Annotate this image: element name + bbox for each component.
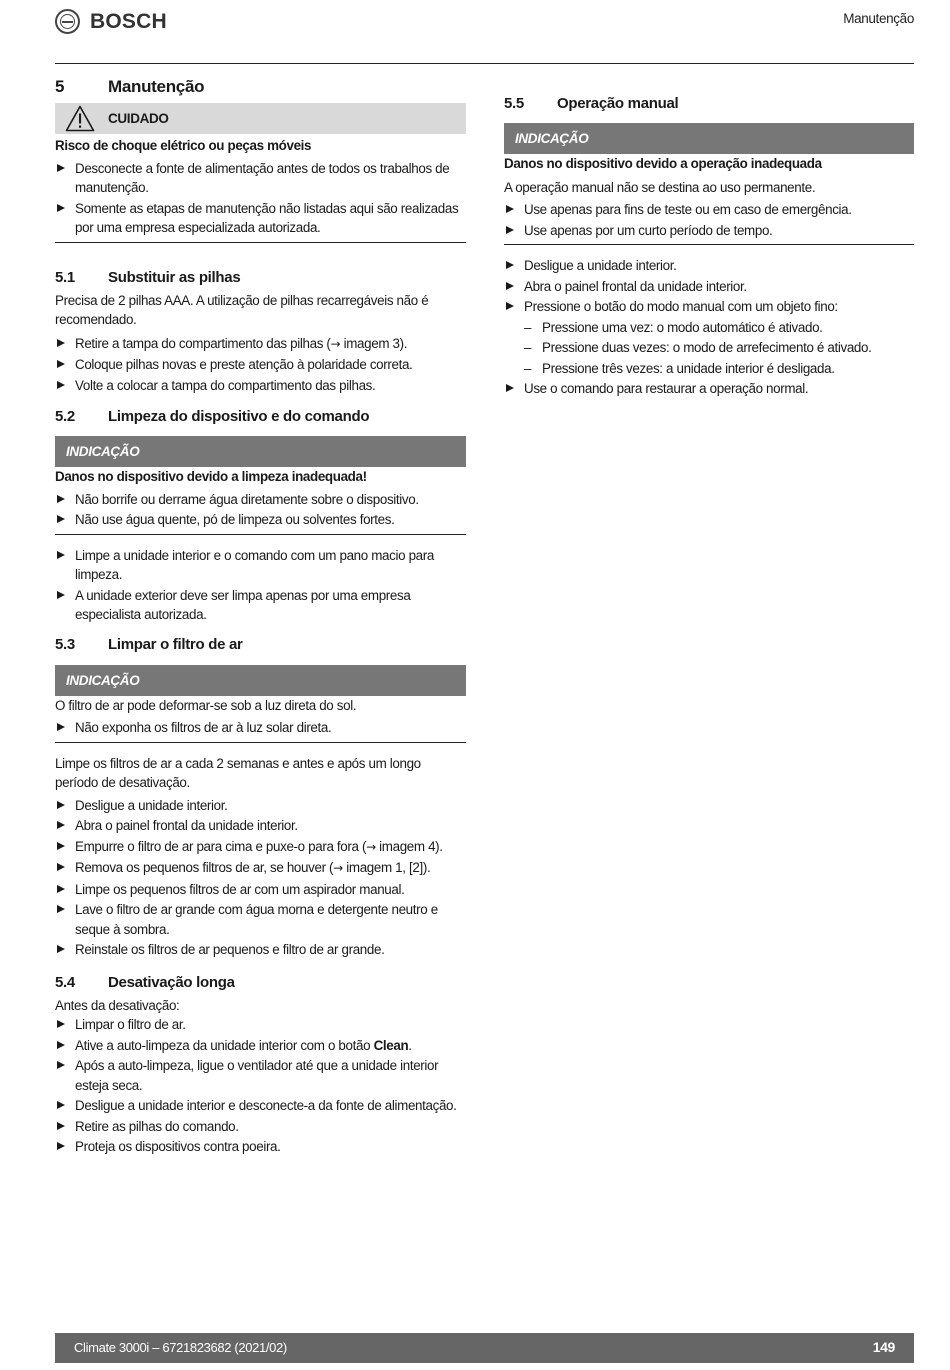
section-heading-5-4 xyxy=(55,970,466,996)
list-item xyxy=(55,858,466,879)
list-item: Abra o painel frontal da unidade interior. xyxy=(504,277,914,297)
list-item xyxy=(55,1036,466,1056)
arrow-right-icon: → xyxy=(333,861,343,875)
warning-triangle-icon xyxy=(65,105,95,132)
item-text: Empurre o filtro de ar para cima e puxe-o para fora ( xyxy=(75,838,367,854)
list-item: Não exponha os filtros de ar à luz solar direta. xyxy=(55,718,466,738)
list-item: Desligue a unidade interior. xyxy=(55,796,466,816)
section-title: Operação manual xyxy=(557,94,679,112)
section-heading-5-2 xyxy=(55,403,466,429)
section-heading-5-1 xyxy=(55,265,466,291)
document-reference: Climate 3000i – 6721823682 (2021/02) xyxy=(74,1340,287,1355)
list-item: Abra o painel frontal da unidade interior. xyxy=(55,816,466,836)
list-item: Limpe os pequenos filtros de ar com um aspirador manual. xyxy=(55,880,466,900)
notice-box xyxy=(55,665,466,743)
list-item: Use o comando para restaurar a operação normal. xyxy=(504,379,914,399)
bosch-armature-icon xyxy=(55,9,80,34)
notice-bar: INDICAÇÃO xyxy=(55,436,466,467)
caution-heading: Risco de choque elétrico ou peças móveis xyxy=(55,138,312,153)
steps-list xyxy=(55,334,466,396)
item-text: Ative a auto-limpeza da unidade interior com o botão xyxy=(75,1037,374,1053)
section-number: 5.5 xyxy=(504,94,524,112)
list-item: Após a auto-limpeza, ligue o ventilador até que a unidade interior esteja seca. xyxy=(55,1056,466,1095)
section-heading-5-5 xyxy=(504,90,914,116)
sub-list-item: – Pressione uma vez: o modo automático é ativado. xyxy=(504,318,914,338)
arrow-right-icon: → xyxy=(330,336,341,351)
steps-list xyxy=(55,796,466,960)
notice-bar: INDICAÇÃO xyxy=(504,123,914,154)
paragraph: Precisa de 2 pilhas AAA. A utilização de pilhas recarregáveis não é recomendado. xyxy=(55,292,429,327)
paragraph: Limpe os filtros de ar a cada 2 semanas e antes e após um longo período de desativação. xyxy=(55,755,421,790)
section-number: 5.4 xyxy=(55,974,75,991)
caution-list xyxy=(55,159,466,238)
item-text: Remova os pequenos filtros de ar, se houver ( xyxy=(75,860,334,875)
list-item: Use apenas para fins de teste ou em caso de emergência. xyxy=(504,200,914,220)
caution-bar xyxy=(55,103,466,134)
notice-heading: Danos no dispositivo devido a operação inadequada xyxy=(504,156,822,171)
steps-list xyxy=(55,1015,466,1157)
page-header xyxy=(55,6,914,64)
list-item: Volte a colocar a tampa do compartimento das pilhas. xyxy=(55,376,466,396)
notice-box xyxy=(55,436,466,535)
page-footer xyxy=(55,1333,914,1363)
page-number: 149 xyxy=(872,1339,895,1355)
section-title: Limpeza do dispositivo e do comando xyxy=(108,407,370,425)
item-text: imagem 4). xyxy=(375,838,443,854)
item-text: Retire a tampa do compartimento das pilhas ( xyxy=(75,335,331,351)
brand-name: BOSCH xyxy=(90,9,167,33)
section-title: Limpar o filtro de ar xyxy=(108,636,243,653)
item-text: imagem 3). xyxy=(340,335,408,351)
list-item: Retire as pilhas do comando. xyxy=(55,1117,466,1137)
list-item: Lave o filtro de ar grande com água morna e detergente neutro e seque à sombra. xyxy=(55,900,466,939)
list-item: Somente as etapas de manutenção não listadas aqui são realizadas por uma empresa especializada autorizada. xyxy=(55,199,466,238)
notice-list xyxy=(55,718,466,738)
caution-box xyxy=(55,103,466,243)
list-item: Não use água quente, pó de limpeza ou solventes fortes. xyxy=(55,510,466,530)
list-item xyxy=(504,297,914,317)
notice-heading: Danos no dispositivo devido a limpeza inadequada! xyxy=(55,469,367,484)
clean-button-name: Clean xyxy=(373,1037,409,1053)
brand-logo xyxy=(55,9,167,34)
paragraph: Antes da desativação: xyxy=(55,997,180,1013)
list-item: Não borrife ou derrame água diretamente sobre o dispositivo. xyxy=(55,490,466,510)
steps-list xyxy=(55,546,466,625)
list-item xyxy=(55,837,466,858)
running-header-title: Manutenção xyxy=(843,11,914,26)
steps-list xyxy=(504,256,914,317)
left-column xyxy=(55,68,466,1158)
list-item: Reinstale os filtros de ar pequenos e filtro de ar grande. xyxy=(55,940,466,960)
notice-list xyxy=(55,490,466,530)
chapter-number: 5 xyxy=(55,76,65,96)
section-title: Desativação longa xyxy=(108,974,235,991)
notice-text: O filtro de ar pode deformar-se sob a luz direta do sol. xyxy=(55,697,357,713)
chapter-heading xyxy=(55,73,466,100)
chapter-title: Manutenção xyxy=(108,76,205,96)
section-heading-5-3 xyxy=(55,632,466,658)
sub-list-item: – Pressione três vezes: a unidade interior é desligada. xyxy=(504,359,914,379)
list-item: Limpe a unidade interior e o comando com um pano macio para limpeza. xyxy=(55,546,466,585)
list-item: Proteja os dispositivos contra poeira. xyxy=(55,1137,466,1157)
list-item xyxy=(55,334,466,355)
sub-list-item: – Pressione duas vezes: o modo de arrefecimento é ativado. xyxy=(504,338,914,358)
item-text: imagem 1, [2]). xyxy=(342,860,431,875)
list-item: Limpar o filtro de ar. xyxy=(55,1015,466,1035)
notice-bar: INDICAÇÃO xyxy=(55,665,466,696)
item-text: . xyxy=(408,1037,412,1053)
item-text: Pressione o botão do modo manual com um objeto fino: xyxy=(524,299,838,314)
list-item: Desligue a unidade interior. xyxy=(504,256,914,276)
steps-list xyxy=(504,379,914,399)
arrow-right-icon: → xyxy=(366,839,376,854)
notice-text: A operação manual não se destina ao uso permanente. xyxy=(504,179,816,195)
section-title: Substituir as pilhas xyxy=(108,269,241,286)
list-item: A unidade exterior deve ser limpa apenas por uma empresa especialista autorizada. xyxy=(55,586,466,625)
notice-list xyxy=(504,200,914,240)
notice-box xyxy=(504,123,914,245)
sub-list xyxy=(504,318,914,379)
right-column xyxy=(504,90,914,400)
section-number: 5.3 xyxy=(55,636,75,653)
list-item: Desconecte a fonte de alimentação antes de todos os trabalhos de manutenção. xyxy=(55,159,466,198)
list-item: Coloque pilhas novas e preste atenção à polaridade correta. xyxy=(55,355,466,375)
list-item: Use apenas por um curto período de tempo. xyxy=(504,221,914,241)
list-item: Desligue a unidade interior e desconecte-a da fonte de alimentação. xyxy=(55,1096,466,1116)
caution-label: CUIDADO xyxy=(108,111,169,126)
section-number: 5.1 xyxy=(55,269,75,286)
section-number: 5.2 xyxy=(55,407,75,425)
